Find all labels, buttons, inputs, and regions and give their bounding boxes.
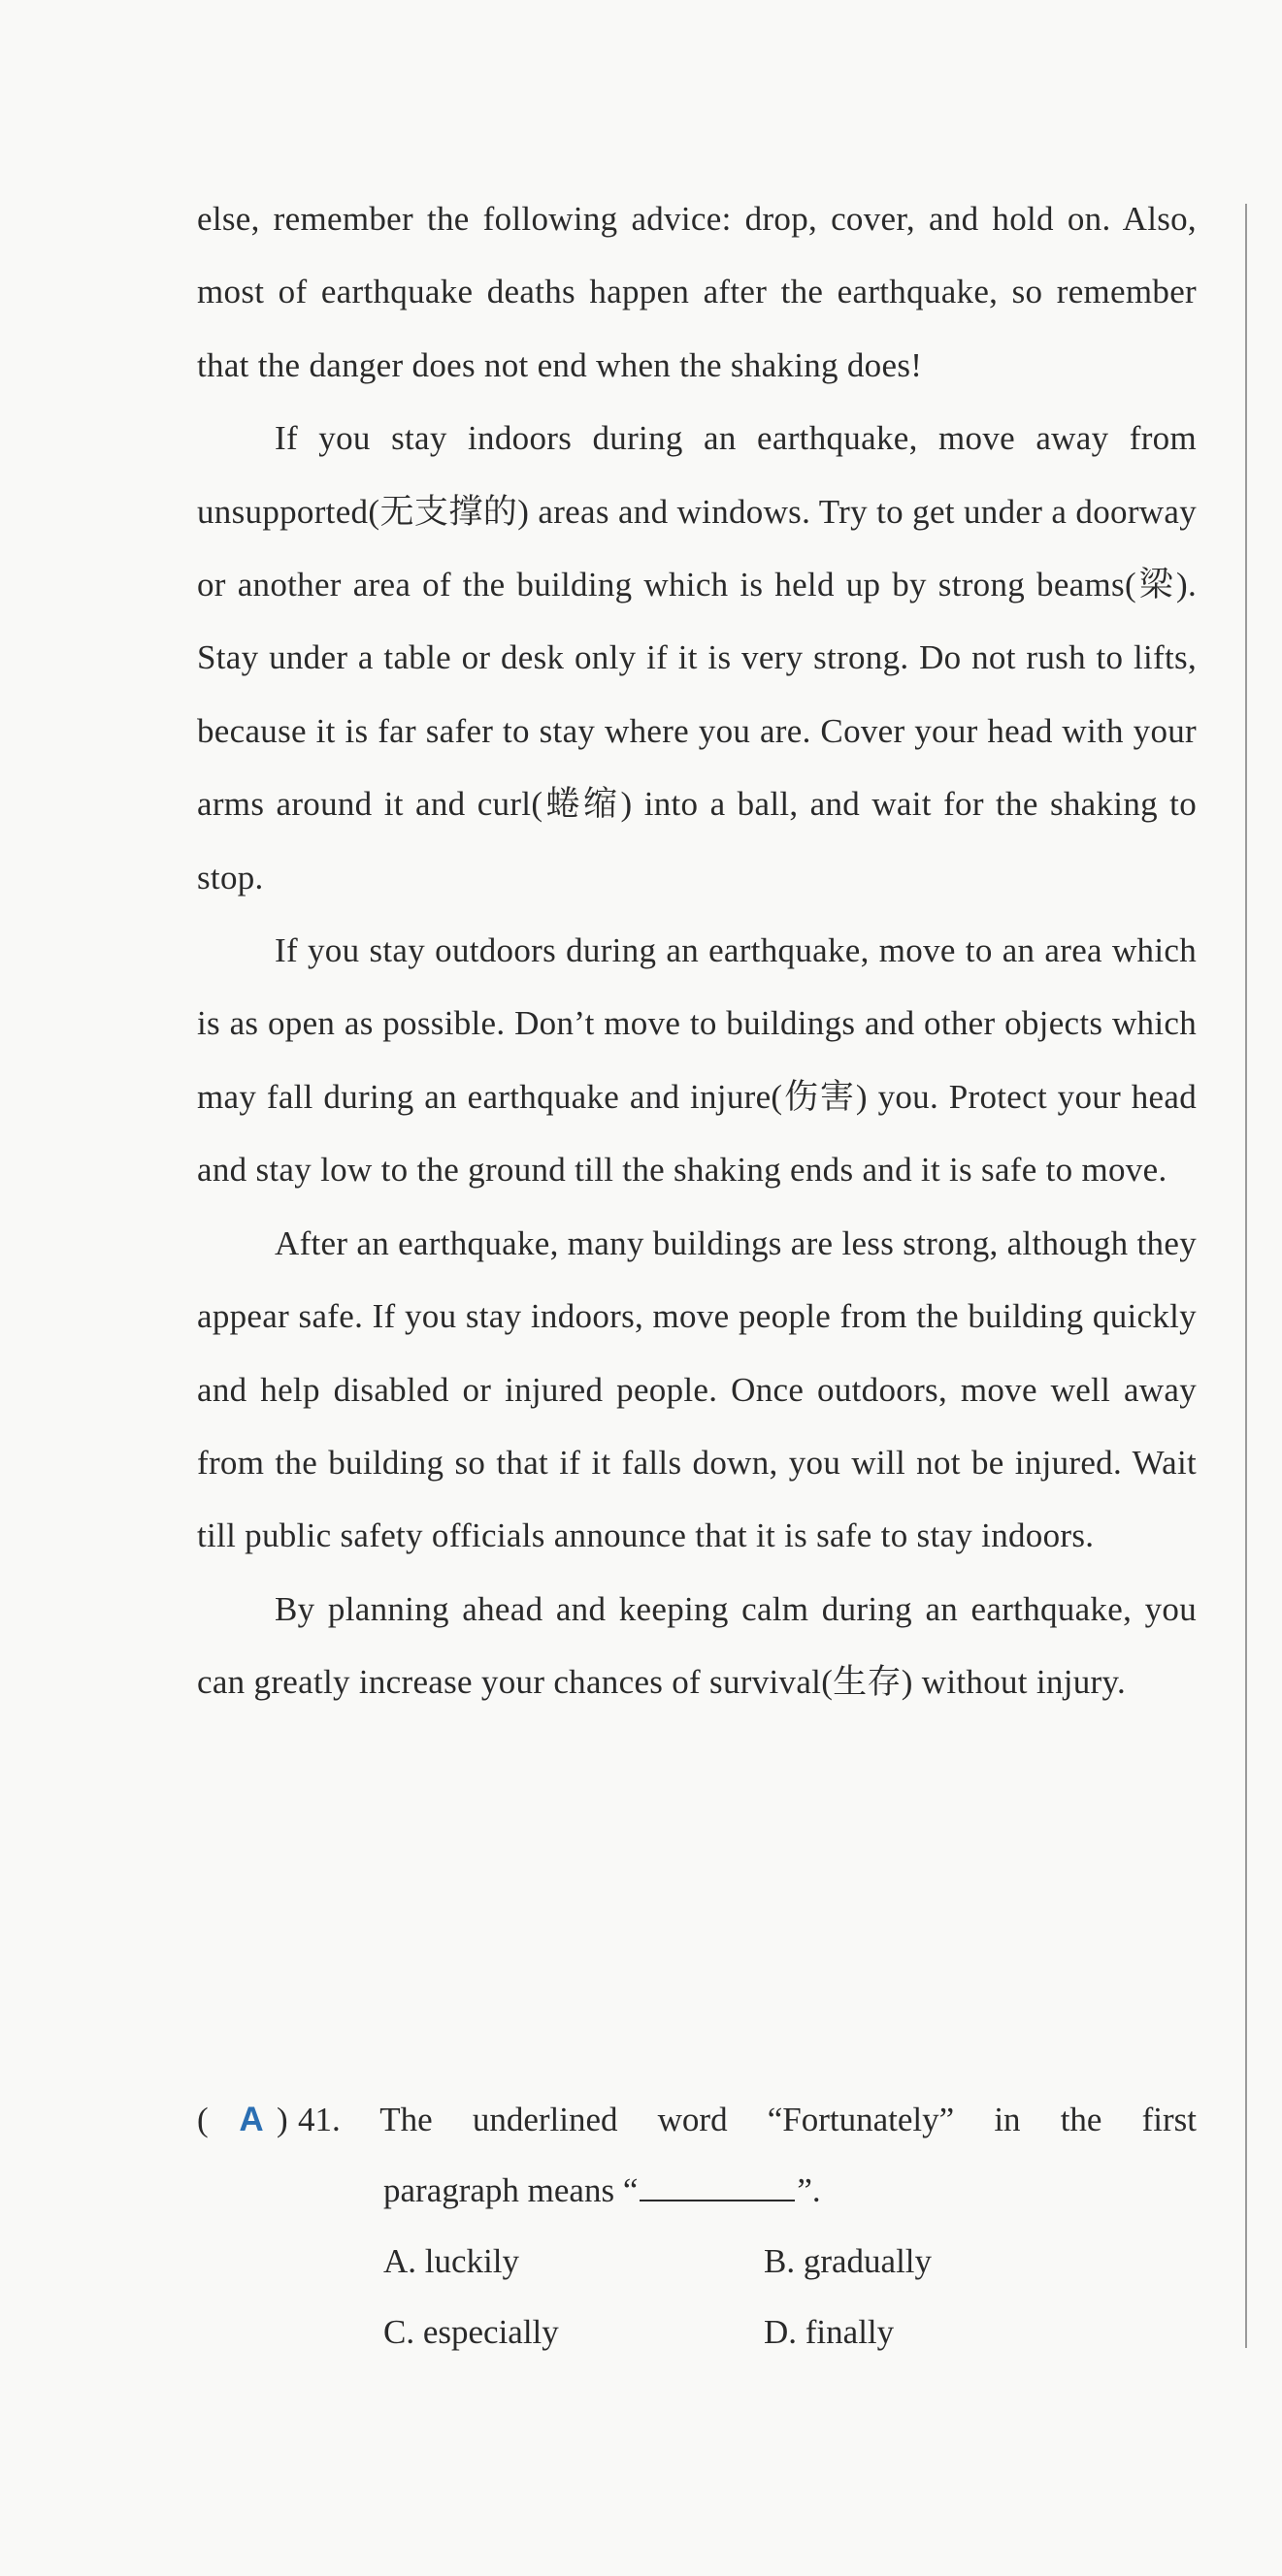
options-row-2 xyxy=(383,2297,1197,2367)
paragraph-3: If you stay outdoors during an earthquake, move to an area which is as open as possible. Don’t move to buildings and other objects which may fall during an earthquake and injure(伤害) you. Protect your head and stay low to the ground till the shaking ends and it is safe to move. xyxy=(197,931,1197,1190)
answer-paren-close: ) xyxy=(277,2101,288,2138)
page-edge-line xyxy=(1245,204,1247,2348)
question-cont-after: ”. xyxy=(797,2171,821,2209)
question-text: 41. The underlined word “Fortunately” in the first xyxy=(298,2101,1197,2138)
question-41 xyxy=(197,2084,1197,2367)
paragraph-2: If you stay indoors during an earthquake, move away from unsupported(无支撑的) areas and windows. Try to get under a doorway or another area of the building which is held up by strong beams(梁). Stay under a table or desk only if it is very strong. Do not rush to lifts, because it is far safer to stay where you are. Cover your head with your arms around it and curl(蜷缩) into a ball, and wait for the shaking to stop. xyxy=(197,419,1197,897)
option-b: B. gradually xyxy=(764,2242,933,2280)
question-continuation xyxy=(197,2155,1197,2226)
option-a: A. luckily xyxy=(383,2242,519,2280)
option-c: C. especially xyxy=(383,2313,559,2351)
question-cont-before: paragraph means “ xyxy=(383,2171,639,2209)
paragraph-1: else, remember the following advice: drop, cover, and hold on. Also, most of earthquake deaths happen after the earthquake, so remember that the danger does not end when the shaking does! xyxy=(197,200,1197,384)
answer-paren-open: ( xyxy=(197,2101,209,2138)
answer-mark: A xyxy=(239,2101,264,2138)
options-row-1 xyxy=(383,2226,1197,2297)
paragraph-5: By planning ahead and keeping calm during an earthquake, you can greatly increase your chances of survival(生存) without injury. xyxy=(197,1589,1197,1702)
paragraph-4: After an earthquake, many buildings are less strong, although they appear safe. If you stay indoors, move people from the building quickly and help disabled or injured people. Once outdoors, move well away from the building so that if it falls down, you will not be injured. Wait till public safety officials announce that it is safe to stay indoors. xyxy=(197,1223,1197,1555)
question-stem-line xyxy=(197,2084,1197,2155)
answer-options xyxy=(197,2226,1197,2367)
answer-blank xyxy=(640,2172,795,2201)
reading-passage xyxy=(197,182,1197,1719)
option-d: D. finally xyxy=(764,2313,895,2351)
